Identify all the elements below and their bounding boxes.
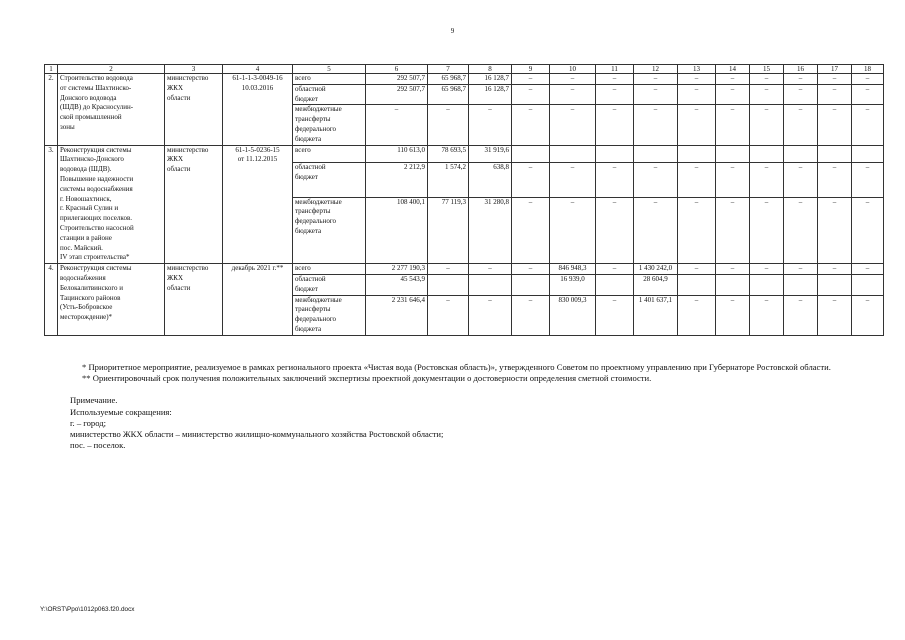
- text-line: Белокалитвинского и: [60, 283, 124, 292]
- amount-cell: –: [550, 105, 596, 145]
- amount-cell: 31 280,8: [469, 197, 512, 264]
- funding-source: [293, 145, 366, 163]
- text-line: межбюджетные: [295, 105, 342, 114]
- text-line: всего: [295, 74, 311, 82]
- amount-cell: [428, 274, 469, 295]
- amount-cell: –: [784, 74, 818, 85]
- amount-cell: –: [596, 105, 634, 145]
- amount-cell: –: [852, 163, 884, 197]
- amount-cell: [716, 145, 750, 163]
- amount-cell: –: [750, 74, 784, 85]
- project-name: [58, 264, 165, 336]
- amount-cell: [512, 145, 550, 163]
- amount-cell: 292 507,7: [366, 74, 428, 85]
- text-line: зоны: [60, 122, 75, 131]
- amount-cell: –: [716, 105, 750, 145]
- executor: [165, 74, 223, 146]
- text-line: месторождение)*: [60, 313, 113, 322]
- amount-cell: 846 948,3: [550, 264, 596, 275]
- amount-cell: 16 128,7: [469, 84, 512, 105]
- executor: [165, 264, 223, 336]
- text-line: 10.03.2016: [241, 83, 274, 92]
- amount-cell: [678, 145, 716, 163]
- text-line: области: [167, 93, 191, 102]
- column-number-header: 13: [678, 65, 716, 74]
- amount-cell: [852, 145, 884, 163]
- text-line: трансферты: [295, 115, 331, 124]
- amount-cell: –: [818, 74, 852, 85]
- text-line: ской промышленной: [60, 113, 122, 122]
- amount-cell: [750, 145, 784, 163]
- amount-cell: –: [716, 197, 750, 264]
- amount-cell: 2 212,9: [366, 163, 428, 197]
- amount-cell: [852, 274, 884, 295]
- amount-cell: –: [428, 264, 469, 275]
- amount-cell: –: [852, 264, 884, 275]
- text-line: областной: [295, 84, 326, 93]
- text-line: от системы Шахтинско-: [60, 83, 132, 92]
- amount-cell: –: [512, 197, 550, 264]
- text-line: федерального: [295, 217, 337, 226]
- text-line: г. Красный Сулин и: [60, 204, 119, 213]
- amount-cell: 2 231 646,4: [366, 295, 428, 335]
- table-row: [45, 74, 884, 85]
- amount-cell: 77 119,3: [428, 197, 469, 264]
- footnote-priority: * Приоритетное мероприятие, реализуемое в рамках регионального проекта «Чистая вода (Ростовская область)», утвержденного Советом по проектному управлению при Губернаторе Ростовской области.: [82, 362, 831, 372]
- amount-cell: [596, 145, 634, 163]
- amount-cell: –: [784, 84, 818, 105]
- text-line: всего: [295, 264, 311, 273]
- amount-cell: 28 604,9: [634, 274, 678, 295]
- text-line: министерство: [167, 264, 209, 273]
- table-row: [45, 264, 884, 275]
- funding-source: [293, 264, 366, 275]
- text-line: ЖКХ: [167, 83, 183, 92]
- amount-cell: –: [512, 295, 550, 335]
- text-line: ЖКХ: [167, 155, 183, 164]
- text-line: бюджет: [295, 94, 318, 103]
- footnote-expertise: ** Ориентировочный срок получения положительных заключений экспертизы проектной документации о достоверности определения сметной стоимости.: [82, 373, 652, 384]
- column-number-header: 2: [58, 65, 165, 74]
- amount-cell: [784, 274, 818, 295]
- amount-cell: 65 968,7: [428, 84, 469, 105]
- text-line: 61-1-1-3-0049-16: [232, 74, 283, 82]
- amount-cell: [750, 274, 784, 295]
- project-name: [58, 74, 165, 146]
- amount-cell: [716, 274, 750, 295]
- amount-cell: –: [678, 197, 716, 264]
- amount-cell: 45 543,9: [366, 274, 428, 295]
- amount-cell: –: [550, 163, 596, 197]
- amount-cell: –: [750, 105, 784, 145]
- amount-cell: –: [596, 197, 634, 264]
- column-number-header: 4: [223, 65, 293, 74]
- amount-cell: –: [852, 295, 884, 335]
- column-number-row: [45, 65, 884, 74]
- amount-cell: –: [469, 105, 512, 145]
- row-number: 4.: [45, 264, 58, 336]
- amount-cell: –: [784, 295, 818, 335]
- amount-cell: –: [750, 295, 784, 335]
- text-line: Повышение надежности: [60, 174, 134, 183]
- amount-cell: –: [678, 84, 716, 105]
- amount-cell: –: [750, 163, 784, 197]
- column-number-header: 1: [45, 65, 58, 74]
- amount-cell: –: [550, 84, 596, 105]
- text-line: (ШДВ) до Красносулин-: [60, 103, 134, 112]
- executor: [165, 145, 223, 264]
- amount-cell: –: [428, 295, 469, 335]
- amount-cell: 16 939,0: [550, 274, 596, 295]
- amount-cell: –: [818, 295, 852, 335]
- amount-cell: –: [634, 163, 678, 197]
- amount-cell: –: [678, 295, 716, 335]
- row-number: 3.: [45, 145, 58, 264]
- page-number: 9: [450, 27, 455, 35]
- amount-cell: –: [512, 105, 550, 145]
- amount-cell: –: [818, 197, 852, 264]
- expertise-document: [223, 74, 293, 146]
- amount-cell: 1 401 637,1: [634, 295, 678, 335]
- text-line: (Усть-Бобровское: [60, 303, 113, 312]
- text-line: бюджета: [295, 226, 322, 235]
- project-name: [58, 145, 165, 264]
- funding-source: [293, 274, 366, 295]
- text-line: Строительство водовода: [60, 74, 133, 82]
- amount-cell: 31 919,6: [469, 145, 512, 163]
- text-line: системы водоснабжения: [60, 184, 133, 193]
- amount-cell: –: [716, 264, 750, 275]
- text-line: Донского водовода: [60, 93, 117, 102]
- column-number-header: 16: [784, 65, 818, 74]
- text-line: области: [167, 283, 191, 292]
- text-line: бюджет: [295, 173, 318, 182]
- amount-cell: 2 277 190,3: [366, 264, 428, 275]
- amount-cell: –: [750, 264, 784, 275]
- text-line: областной: [295, 163, 326, 172]
- text-line: трансферты: [295, 305, 331, 314]
- amount-cell: [550, 145, 596, 163]
- amount-cell: –: [366, 105, 428, 145]
- amount-cell: 830 009,3: [550, 295, 596, 335]
- amount-cell: –: [818, 84, 852, 105]
- amount-cell: –: [678, 74, 716, 85]
- amount-cell: –: [550, 74, 596, 85]
- amount-cell: –: [678, 264, 716, 275]
- column-number-header: 8: [469, 65, 512, 74]
- column-number-header: 12: [634, 65, 678, 74]
- amount-cell: –: [550, 197, 596, 264]
- amount-cell: –: [784, 197, 818, 264]
- amount-cell: –: [634, 105, 678, 145]
- amount-cell: –: [512, 163, 550, 197]
- amount-cell: [634, 145, 678, 163]
- funding-source: [293, 105, 366, 145]
- amount-cell: [512, 274, 550, 295]
- column-number-header: 9: [512, 65, 550, 74]
- column-number-header: 5: [293, 65, 366, 74]
- text-line: министерство: [167, 145, 209, 154]
- funding-source: [293, 295, 366, 335]
- amount-cell: –: [634, 74, 678, 85]
- amount-cell: 292 507,7: [366, 84, 428, 105]
- text-line: бюджет: [295, 284, 318, 293]
- funding-table: [44, 64, 884, 336]
- text-line: области: [167, 165, 191, 174]
- amount-cell: –: [852, 197, 884, 264]
- amount-cell: 78 693,5: [428, 145, 469, 163]
- row-number: 2.: [45, 74, 58, 146]
- file-path-footer: Y:\ORST\Ppo\1012p063.f20.docx: [40, 606, 135, 613]
- abbr-settlement: пос. – поселок.: [70, 440, 126, 451]
- amount-cell: –: [469, 295, 512, 335]
- text-line: прилегающих поселков.: [60, 214, 132, 223]
- amount-cell: –: [678, 163, 716, 197]
- amount-cell: –: [428, 105, 469, 145]
- amount-cell: 108 400,1: [366, 197, 428, 264]
- expertise-document: [223, 264, 293, 336]
- text-line: ЖКХ: [167, 273, 183, 282]
- amount-cell: –: [512, 74, 550, 85]
- amount-cell: –: [634, 197, 678, 264]
- text-line: бюджета: [295, 324, 322, 333]
- text-line: федерального: [295, 124, 337, 133]
- text-line: пос. Майский.: [60, 243, 103, 252]
- text-line: г. Новошахтинск,: [60, 194, 112, 203]
- amount-cell: –: [818, 163, 852, 197]
- abbr-city: г. – город;: [70, 417, 107, 428]
- amount-cell: –: [596, 74, 634, 85]
- amount-cell: –: [678, 105, 716, 145]
- note-intro: Используемые сокращения:: [70, 406, 172, 417]
- amount-cell: –: [596, 163, 634, 197]
- amount-cell: 65 968,7: [428, 74, 469, 85]
- text-line: федерального: [295, 315, 337, 324]
- amount-cell: 1 430 242,0: [634, 264, 678, 275]
- amount-cell: –: [634, 84, 678, 105]
- text-line: трансферты: [295, 207, 331, 216]
- amount-cell: –: [716, 84, 750, 105]
- text-line: межбюджетные: [295, 197, 342, 206]
- amount-cell: –: [716, 295, 750, 335]
- amount-cell: –: [716, 163, 750, 197]
- column-number-header: 10: [550, 65, 596, 74]
- text-line: Тацинского районов: [60, 293, 121, 302]
- amount-cell: [818, 145, 852, 163]
- amount-cell: –: [750, 197, 784, 264]
- amount-cell: 638,8: [469, 163, 512, 197]
- column-number-header: 7: [428, 65, 469, 74]
- amount-cell: –: [784, 264, 818, 275]
- amount-cell: [678, 274, 716, 295]
- text-line: 61-1-5-0236-15: [235, 145, 280, 154]
- column-number-header: 6: [366, 65, 428, 74]
- amount-cell: –: [596, 295, 634, 335]
- amount-cell: –: [512, 264, 550, 275]
- funding-source: [293, 197, 366, 264]
- column-number-header: 18: [852, 65, 884, 74]
- text-line: Реконструкция системы: [60, 145, 132, 154]
- funding-source: [293, 84, 366, 105]
- amount-cell: [469, 274, 512, 295]
- amount-cell: –: [716, 74, 750, 85]
- amount-cell: 16 128,7: [469, 74, 512, 85]
- column-number-header: 15: [750, 65, 784, 74]
- amount-cell: –: [596, 264, 634, 275]
- column-number-header: 11: [596, 65, 634, 74]
- table-row: [45, 145, 884, 163]
- text-line: Реконструкция системы: [60, 264, 132, 273]
- text-line: станции в районе: [60, 233, 112, 242]
- amount-cell: [784, 145, 818, 163]
- note-title: Примечание.: [70, 395, 118, 406]
- text-line: межбюджетные: [295, 295, 342, 304]
- amount-cell: –: [784, 163, 818, 197]
- amount-cell: –: [750, 84, 784, 105]
- funding-source: [293, 163, 366, 197]
- amount-cell: –: [852, 105, 884, 145]
- text-line: областной: [295, 274, 326, 283]
- amount-cell: –: [469, 264, 512, 275]
- expertise-document: [223, 145, 293, 264]
- text-line: министерство: [167, 74, 209, 82]
- amount-cell: [818, 274, 852, 295]
- amount-cell: –: [818, 105, 852, 145]
- text-line: IV этап строительства*: [60, 253, 130, 262]
- amount-cell: 110 613,0: [366, 145, 428, 163]
- amount-cell: [596, 274, 634, 295]
- amount-cell: –: [852, 74, 884, 85]
- abbr-ministry: министерство ЖКХ области – министерство жилищно-коммунального хозяйства Ростовской области;: [70, 429, 444, 440]
- text-line: декабрь 2021 г.**: [231, 264, 284, 273]
- column-number-header: 17: [818, 65, 852, 74]
- amount-cell: 1 574,2: [428, 163, 469, 197]
- text-line: Строительство насосной: [60, 223, 134, 232]
- amount-cell: –: [784, 105, 818, 145]
- text-line: водоснабжения: [60, 273, 106, 282]
- notes-section: [60, 362, 860, 451]
- text-line: от 11.12.2015: [237, 155, 278, 164]
- text-line: водовода (ШДВ).: [60, 165, 112, 174]
- funding-source: [293, 74, 366, 85]
- amount-cell: –: [818, 264, 852, 275]
- amount-cell: –: [852, 84, 884, 105]
- text-line: Шахтинско-Донского: [60, 155, 124, 164]
- text-line: всего: [295, 145, 311, 154]
- text-line: бюджета: [295, 134, 322, 143]
- amount-cell: –: [512, 84, 550, 105]
- column-number-header: 3: [165, 65, 223, 74]
- column-number-header: 14: [716, 65, 750, 74]
- amount-cell: –: [596, 84, 634, 105]
